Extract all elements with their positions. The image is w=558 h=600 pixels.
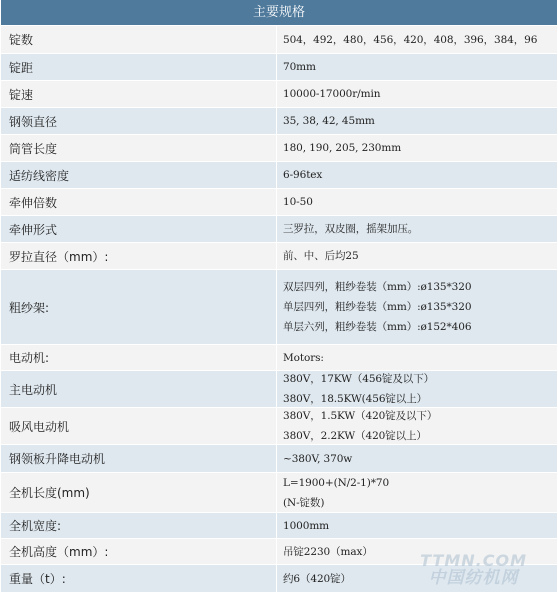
row-label: 粗纱架: (1, 270, 277, 344)
row-value-line: (N-锭数) (283, 496, 325, 509)
watermark-cn: 中国纺机网 (428, 568, 519, 588)
row-label: 适纺线密度 (1, 162, 277, 188)
row-label: 主电动机 (1, 371, 277, 407)
row-label: 钢领直径 (1, 108, 277, 134)
row-value (277, 565, 557, 592)
row-label: 牵伸倍数 (1, 189, 277, 215)
table-row (1, 270, 557, 345)
row-value-line: 单层四列，粗纱卷装（mm）:ø135*320 (283, 301, 472, 313)
table-row (1, 539, 557, 565)
table-row (1, 408, 557, 445)
row-value-line: 10-50 (283, 196, 313, 208)
row-value-line: 380V，2.2KW（420锭以上） (283, 430, 427, 442)
row-value (277, 26, 557, 53)
row-label: 全机高度（mm）: (1, 539, 277, 564)
row-value-line: L=1900+(N/2-1)*70 (283, 476, 390, 489)
row-value-line: 10000-17000r/min (283, 88, 381, 100)
row-value-line: 380V，1.5KW（420锭及以下） (283, 410, 438, 422)
row-value (277, 270, 557, 344)
table-row (1, 565, 557, 593)
row-value (277, 345, 557, 370)
table-body (1, 26, 557, 593)
table-row (1, 54, 557, 81)
table-row (1, 108, 557, 135)
row-value-line: 380V，17KW（456锭及以下） (283, 373, 434, 385)
spec-table (1, 0, 557, 593)
row-value (277, 445, 557, 472)
row-value-line: 380V，18.5KW(456锭以上） (283, 393, 428, 405)
row-value-line: 1000mm (283, 519, 330, 532)
row-value-line: 6-96tex (283, 169, 323, 181)
row-value (277, 539, 557, 564)
table-row (1, 216, 557, 243)
table-row (1, 135, 557, 162)
row-value-line: 35, 38, 42, 45mm (283, 115, 375, 127)
row-value-line: 70mm (283, 61, 316, 73)
row-value (277, 513, 557, 538)
table-row (1, 371, 557, 408)
table-row (1, 445, 557, 473)
table-row (1, 513, 557, 539)
table-row (1, 162, 557, 189)
table-row (1, 81, 557, 108)
row-label: 锭距 (1, 54, 277, 80)
table-row (1, 189, 557, 216)
row-label: 吸风电动机 (1, 408, 277, 444)
row-label: 重量（t）: (1, 565, 277, 592)
row-value-line: 双层四列，粗纱卷装（mm）:ø135*320 (283, 281, 472, 293)
row-value-line: 约6（420锭） (283, 572, 351, 585)
row-value (277, 81, 557, 107)
row-value-line: ~380V, 370w (283, 452, 353, 465)
row-label: 牵伸形式 (1, 216, 277, 242)
row-value (277, 243, 557, 269)
row-label: 罗拉直径（mm）: (1, 243, 277, 269)
table-header: 主要规格 (1, 0, 557, 26)
row-label: 锭数 (1, 26, 277, 53)
row-value-line: 单层六列，粗纱卷装（mm）:ø152*406 (283, 321, 472, 333)
row-label: 钢领板升降电动机 (1, 445, 277, 472)
row-label: 锭速 (1, 81, 277, 107)
row-label: 全机长度(mm) (1, 473, 277, 512)
row-value (277, 216, 557, 242)
watermark-en: TTMN.COM (420, 551, 527, 570)
table-row (1, 26, 557, 54)
row-value (277, 408, 557, 444)
table-row (1, 345, 557, 371)
row-value-line: 前、中、后均25 (283, 250, 359, 262)
row-label: 全机宽度: (1, 513, 277, 538)
row-label: 筒管长度 (1, 135, 277, 161)
row-value (277, 135, 557, 161)
row-value (277, 54, 557, 80)
row-value (277, 189, 557, 215)
table-row (1, 243, 557, 270)
row-value-line: 504，492，480，456，420，408，396，384，96 (283, 33, 538, 46)
row-value (277, 108, 557, 134)
row-label: 电动机: (1, 345, 277, 370)
row-value (277, 371, 557, 407)
table-row (1, 473, 557, 513)
row-value-line: 吊锭2230（max） (283, 545, 373, 558)
row-value (277, 473, 557, 512)
row-value-line: 180, 190, 205, 230mm (283, 142, 402, 154)
row-value-line: 三罗拉，双皮圈，摇架加压。 (283, 223, 419, 235)
row-value-line: Motors: (283, 351, 324, 364)
row-value (277, 162, 557, 188)
